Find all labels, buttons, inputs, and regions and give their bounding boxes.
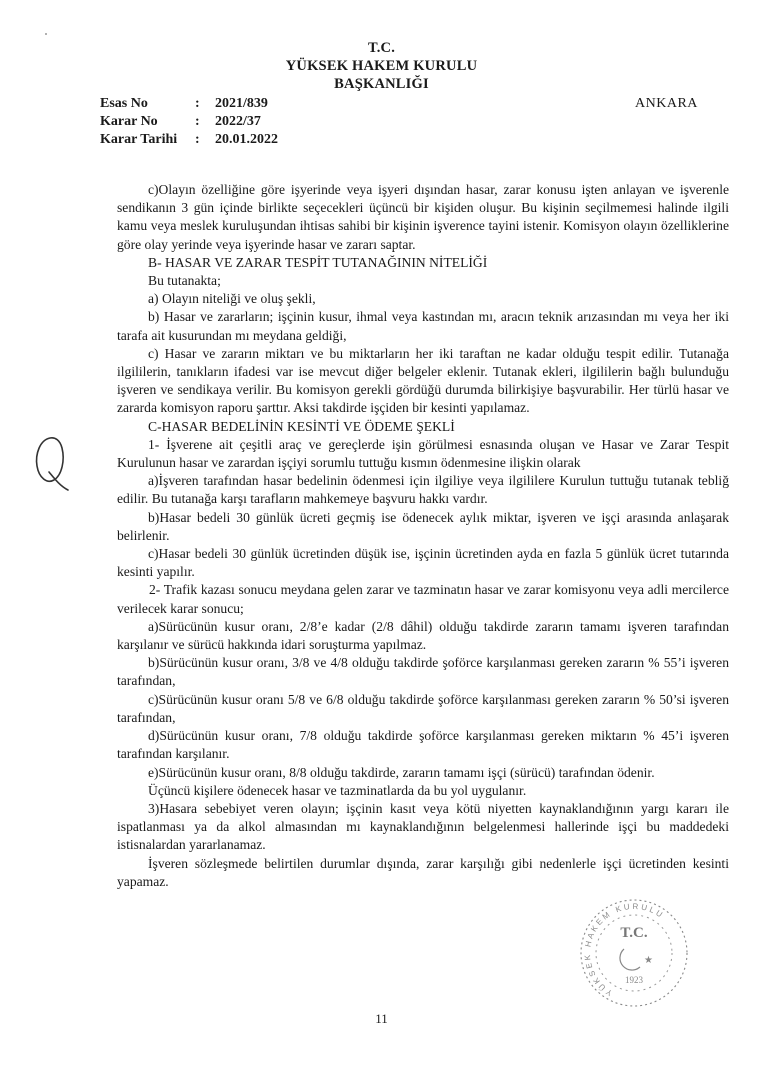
paragraph: c)Olayın özelliğine göre işyerinde veya işyeri dışından hasar, zarar konusu işten anlayan ve işverenle sendikanın 3 gün içinde birlikte seçecekleri üçüncü bir kişiden oluşur. Bu kişinin seçilmemesi halinde ilgili kamu veya meslek kuruluşundan ihtisas sahibi bir kişinin işverence tayini istenir. Komisyon olayın özelliklerine göre olay yerinde veya işyerinde hasar ve zararı saptar.	[117, 182, 729, 252]
meta-value: 20.01.2022	[215, 132, 278, 147]
page-number: 11	[375, 1011, 388, 1026]
case-metadata	[100, 95, 278, 149]
official-seal-stamp	[572, 885, 697, 1025]
paragraph: 3)Hasara sebebiyet veren olayın; işçinin kasıt veya kötü niyetten kaynaklandığının yargı kararı ile ispatlanması ya da alkol almasından mı kaynaklandığının belgelenmesi hallerinde işçi bu maddedeki istisnalardan yararlanamaz.	[117, 800, 729, 853]
paragraph: Üçüncü kişilere ödenecek hasar ve tazminatlarda da bu yol uygulanır.	[148, 782, 527, 798]
meta-value: 2022/37	[215, 114, 261, 129]
meta-label: Karar Tarihi	[100, 132, 178, 147]
meta-colon: :	[195, 114, 200, 129]
paragraph: b)Hasar bedeli 30 günlük ücreti geçmiş ise ödenecek aylık miktar, işveren ve işçi arasında anlaşarak belirlenir.	[117, 509, 729, 543]
meta-label: Esas No	[100, 96, 148, 111]
seal-center-text: T.C.	[620, 925, 648, 941]
city-name: ANKARA	[635, 96, 698, 111]
paragraph: a)İşveren tarafından hasar bedelinin ödenmesi için ilgiliye veya ilgililere Kurulun tuttuğu tutanak tebliğ edilir. Bu tutanağa karşı tarafların mahkemeye başvuru hakkı vardır.	[117, 473, 729, 507]
paragraph: Bu tutanakta;	[148, 273, 221, 289]
svg-text:★: ★	[644, 955, 653, 966]
meta-row-tarih	[100, 131, 278, 149]
decision-body	[117, 181, 729, 891]
meta-row-karar	[100, 113, 278, 131]
paragraph: 1- İşverene ait çeşitli araç ve gereçlerde işin görülmesi esnasında oluşan ve Hasar ve Zarar Tespit Kurulunun hasar ve zarardan işçiyi sorumlu tuttuğu kısmın ödenmesine ilişkin olarak	[117, 436, 729, 471]
section-heading: B- HASAR VE ZARAR TESPİT TUTANAĞININ NİTELİĞİ	[148, 254, 488, 270]
meta-value: 2021/839	[215, 96, 268, 111]
paragraph: c)Hasar bedeli 30 günlük ücretinden düşük ise, işçinin ücretinden ayda en fazla 5 günlük ücret tutarında kesinti yapılır.	[117, 546, 729, 580]
paragraph: a) Olayın niteliği ve oluş şekli,	[148, 291, 316, 307]
header-presidency: BAŞKANLIĞI	[334, 76, 429, 92]
meta-row-esas	[100, 95, 278, 113]
seal-ring-text: YÜKSEK HAKEM KURULU	[582, 901, 667, 998]
handwritten-initial-mark	[32, 432, 72, 494]
meta-colon: :	[195, 96, 200, 111]
paragraph: e)Sürücünün kusur oranı, 8/8 olduğu takdirde, zararın tamamı işçi (sürücü) tarafından ödenir.	[148, 764, 655, 780]
paragraph: c) Hasar ve zararın miktarı ve bu miktarların her iki taraftan ne kadar olduğu tespit edilir. Tutanağa ilgililerin, tanıkların ifadesi var ise mevcut diğer belgeler eklenir. Tutanak ekleri, ilgililerin bağlı bulunduğu işveren ve sendikaya verilir. Bu komisyon gerekli gördüğü durumda bilirkişiye başvurabilir. Her türlü hasar ve zararda komisyon raporu şarttır. Aksi takdirde işçiden bir kesinti yapılamaz.	[117, 345, 729, 416]
paragraph: a)Sürücünün kusur oranı, 2/8’e kadar (2/8 dâhil) olduğu takdirde zararın tamamı işveren tarafından karşılanır ve sürücü hakkında idari soruşturma yapılmaz.	[117, 618, 729, 653]
paragraph: 2- Trafik kazası sonucu meydana gelen zarar ve tazminatın hasar ve zarar komisyonu veya adli mercilerce verilecek karar sonucu;	[117, 582, 729, 616]
scan-speck	[45, 33, 47, 35]
paragraph: b) Hasar ve zararların; işçinin kusur, ihmal veya kastından mı, aracın teknik arızasından mı veya her iki tarafa ait kusurundan mı meydana geldiği,	[117, 309, 729, 343]
header-tc: T.C.	[367, 40, 396, 56]
meta-colon: :	[195, 132, 200, 147]
paragraph: c)Sürücünün kusur oranı 5/8 ve 6/8 olduğu takdirde şoförce karşılanması gereken zararın % 50’si işveren tarafından,	[117, 691, 729, 725]
paragraph: İşveren sözleşmede belirtilen durumlar dışında, zarar karşılığı gibi nedenlerle işçi ücretinden kesinti yapamaz.	[117, 855, 729, 889]
section-heading: C-HASAR BEDELİNİN KESİNTİ VE ÖDEME ŞEKLİ	[148, 418, 455, 434]
paragraph: b)Sürücünün kusur oranı, 3/8 ve 4/8 olduğu takdirde şoförce karşılanması gereken zararın % 55’i işveren tarafından,	[117, 655, 729, 689]
meta-label: Karar No	[100, 114, 158, 129]
paragraph: d)Sürücünün kusur oranı, 7/8 olduğu takdirde şoförce karşılanması gereken miktarın % 45’i işveren tarafından karşılanır.	[117, 728, 729, 762]
header-board-name: YÜKSEK HAKEM KURULU	[285, 58, 478, 74]
seal-year: 1923	[625, 975, 643, 985]
